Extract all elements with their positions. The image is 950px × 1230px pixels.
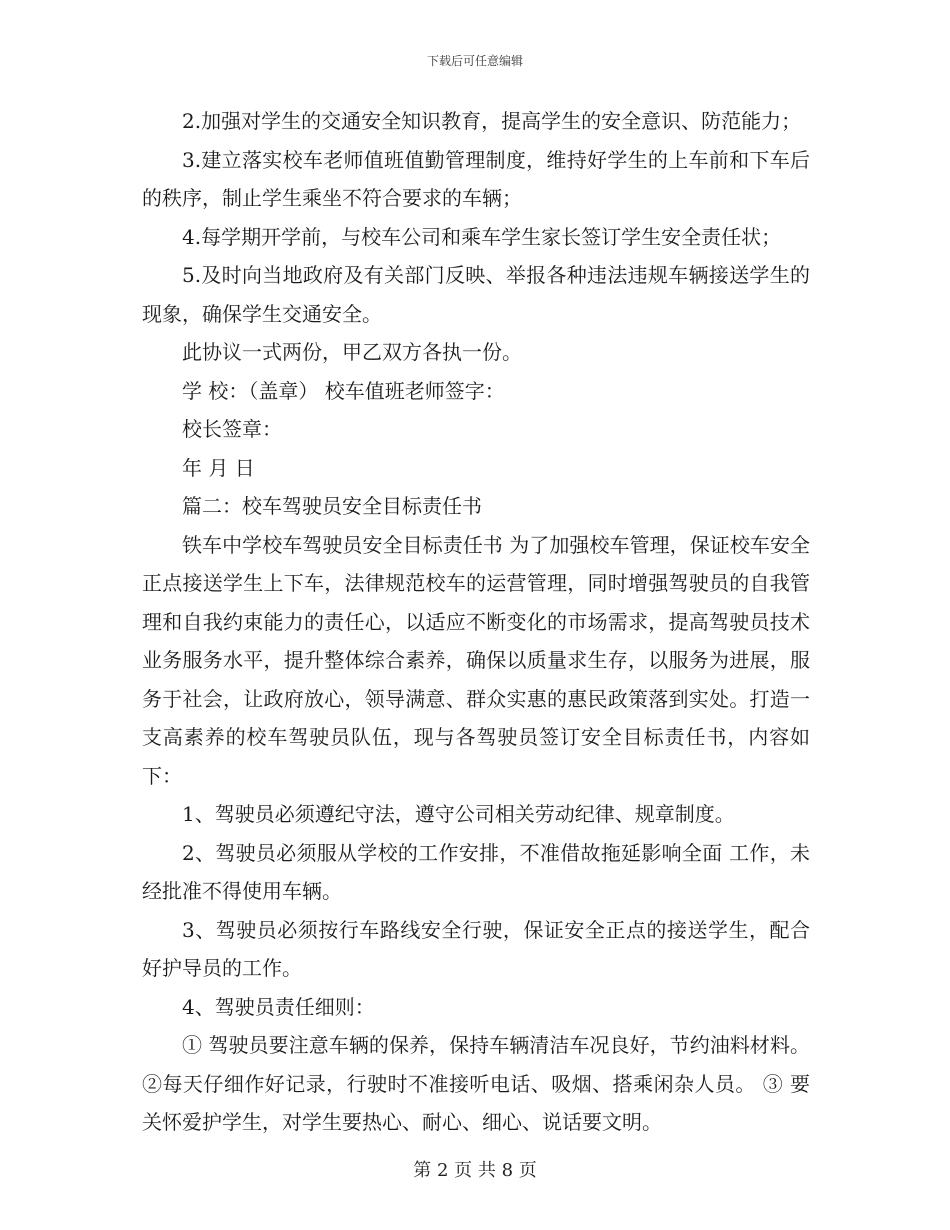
paragraph: 2.加强对学生的交通安全知识教育，提高学生的安全意识、防范能力； bbox=[182, 109, 802, 133]
paragraph: 4、驾驶员责任细则： bbox=[182, 994, 375, 1019]
section-heading: 篇二：校车驾驶员安全目标责任书 bbox=[182, 494, 482, 518]
date-line: 年 月 日 bbox=[182, 455, 255, 480]
paragraph: 此协议一式两份，甲乙双方各执一份。 bbox=[182, 340, 522, 364]
paragraph: 铁车中学校车驾驶员安全目标责任书 为了加强校车管理，保证校车安全正点接送学生上下车，法律规范校车的运营管理，同时增强驾驶员的自我管理和自我约束能力的责任心，以适应不断变化的市场需求，提高驾驶员技术业务服务水平，提升整体综合素养，确保以质量求生存，以服务为进展，服务于社会，让政府放心，领导满意、群众实惠的惠民政策落到实处。打造一支高素养的校车驾驶员队伍，现与各驾驶员签订安全目标责任书，内容如下： bbox=[142, 532, 810, 788]
paragraph: 5.及时向当地政府及有关部门反映、举报各种违法违规车辆接送学生的现象，确保学生交通安全。 bbox=[142, 263, 810, 326]
paragraph: 2、驾驶员必须服从学校的工作安排，不准借故拖延影响全面 工作，未经批准不得使用车辆。 bbox=[142, 840, 810, 903]
page-number: 第 2 页 共 8 页 bbox=[413, 1160, 537, 1181]
signature-line-principal: 校长签章： bbox=[182, 417, 282, 441]
paragraph: 3.建立落实校车老师值班值勤管理制度，维持好学生的上车前和下车后的秩序，制止学生乘坐不符合要求的车辆； bbox=[142, 147, 810, 210]
document-body bbox=[142, 102, 817, 1142]
paragraph: 4.每学期开学前，与校车公司和乘车学生家长签订学生安全责任状； bbox=[182, 224, 782, 249]
signature-line-school: 学 校：（盖章） 校车值班老师签字： bbox=[182, 378, 505, 403]
header-note: 下载后可任意编辑 bbox=[426, 54, 523, 68]
paragraph: 3、驾驶员必须按行车路线安全行驶，保证安全正点的接送学生，配合好护导员的工作。 bbox=[142, 917, 810, 980]
paragraph: 1、驾驶员必须遵纪守法，遵守公司相关劳动纪律、规章制度。 bbox=[182, 802, 735, 826]
paragraph: ① 驾驶员要注意车辆的保养，保持车辆清洁车况良好，节约油料材料。 ②每天仔细作好记录，行驶时不准接听电话、吸烟、搭乘闲杂人员。 ③ 要关怀爱护学生，对学生要热心、耐心、细心、说话要文明。 bbox=[142, 1033, 817, 1134]
